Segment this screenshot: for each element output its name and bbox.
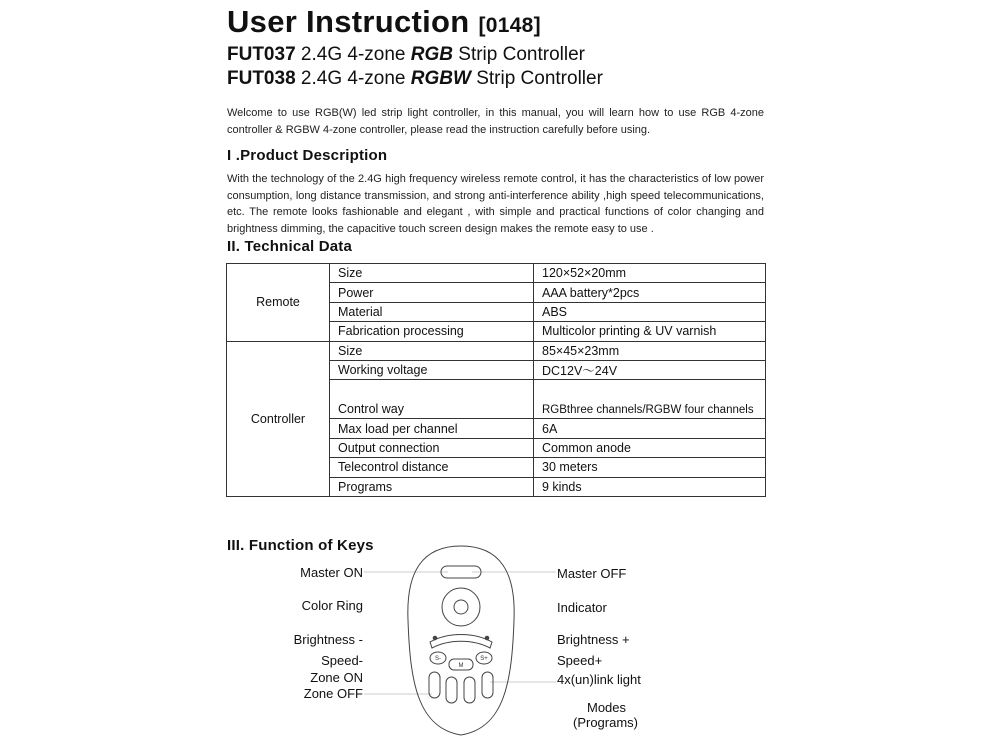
param-cell: Power [330,283,534,302]
zone-2-key [446,677,457,703]
intro-paragraph: Welcome to use RGB(W) led strip light controller, in this manual, you will learn how to use RGB 4-zone controller & RGBW 4-zone controller, please read the instruction carefully before using. [227,107,764,136]
model-suffix: Strip Controller [470,68,603,89]
label-link-light: 4x(un)link light [557,672,641,687]
group-label: Remote [227,264,330,342]
value-cell: AAA battery*2pcs [534,283,766,302]
label-modes: Modes [587,700,627,715]
param-cell: Fabrication processing [330,322,534,341]
speed-minus-text: S- [435,656,441,662]
model-code: FUT037 [227,44,296,65]
value-cell: 30 meters [534,458,766,477]
label-speed-minus: Speed- [321,653,363,668]
param-cell: Size [330,341,534,360]
label-master-off: Master OFF [557,566,627,581]
model-suffix: Strip Controller [453,44,585,65]
label-indicator: Indicator [557,600,607,615]
label-programs: (Programs) [573,715,639,730]
value-cell: 85×45×23mm [534,341,766,360]
color-ring [442,588,480,626]
label-master-on: Master ON [300,565,363,580]
label-zone-off: Zone OFF [303,686,363,701]
model-highlight: RGBW [410,68,471,89]
param-cell: Material [330,302,534,321]
value-cell: DC12V～24V [534,360,766,379]
param-cell: Programs [330,477,534,496]
value-cell: Common anode [534,438,766,457]
title-text: User Instruction [227,4,470,39]
value-cell: 120×52×20mm [534,264,766,283]
remote-outline [408,546,514,735]
model-code: FUT038 [227,68,296,89]
param-cell: Size [330,264,534,283]
model-prefix: 2.4G 4-zone [300,44,411,65]
param-cell: Control way [330,380,534,419]
param-cell: Working voltage [330,360,534,379]
section-heading-description: I .Product Description [227,147,388,164]
label-zone-on: Zone ON [310,670,363,685]
mode-text: M [458,663,464,669]
zone-3-key [464,677,475,703]
document-code: [0148] [478,14,541,37]
speed-plus-text: S+ [480,656,488,662]
section-heading-technical: II. Technical Data [227,238,353,255]
model-highlight: RGB [410,44,453,65]
section-heading-keys: III. Function of Keys [227,537,374,554]
description-paragraph: With the technology of the 2.4G high frequency wireless remote control, it has the characteristics of low power consumption, long distance transmission, and strong anti-interference ability ,high speed telecommunications, etc. The remote looks fashionable and elegant , with simple and practical functions of color changing and brightness dimming, the capacitive touch screen design makes the remote easy to use . [227,173,764,235]
color-ring-center [454,600,468,614]
value-cell: ABS [534,302,766,321]
brightness-plus-dot [485,636,489,640]
label-color-ring: Color Ring [301,598,363,613]
brightness-slider [430,635,492,649]
value-cell: 9 kinds [534,477,766,496]
label-speed-plus: Speed+ [557,653,603,668]
remote-body [408,546,514,735]
leader-lines [364,572,556,694]
label-brightness-minus: Brightness - [293,632,363,647]
label-brightness-plus: Brightness + [557,632,630,647]
brightness-minus-dot [433,636,437,640]
param-cell: Max load per channel [330,419,534,438]
model-prefix: 2.4G 4-zone [300,68,411,89]
value-cell: 6A [534,419,766,438]
group-label: Controller [227,341,330,496]
value-cell: RGBthree channels/RGBW four channels [534,380,766,419]
param-cell: Output connection [330,438,534,457]
param-cell: Telecontrol distance [330,458,534,477]
value-cell: Multicolor printing & UV varnish [534,322,766,341]
zone-4-key [482,672,493,698]
